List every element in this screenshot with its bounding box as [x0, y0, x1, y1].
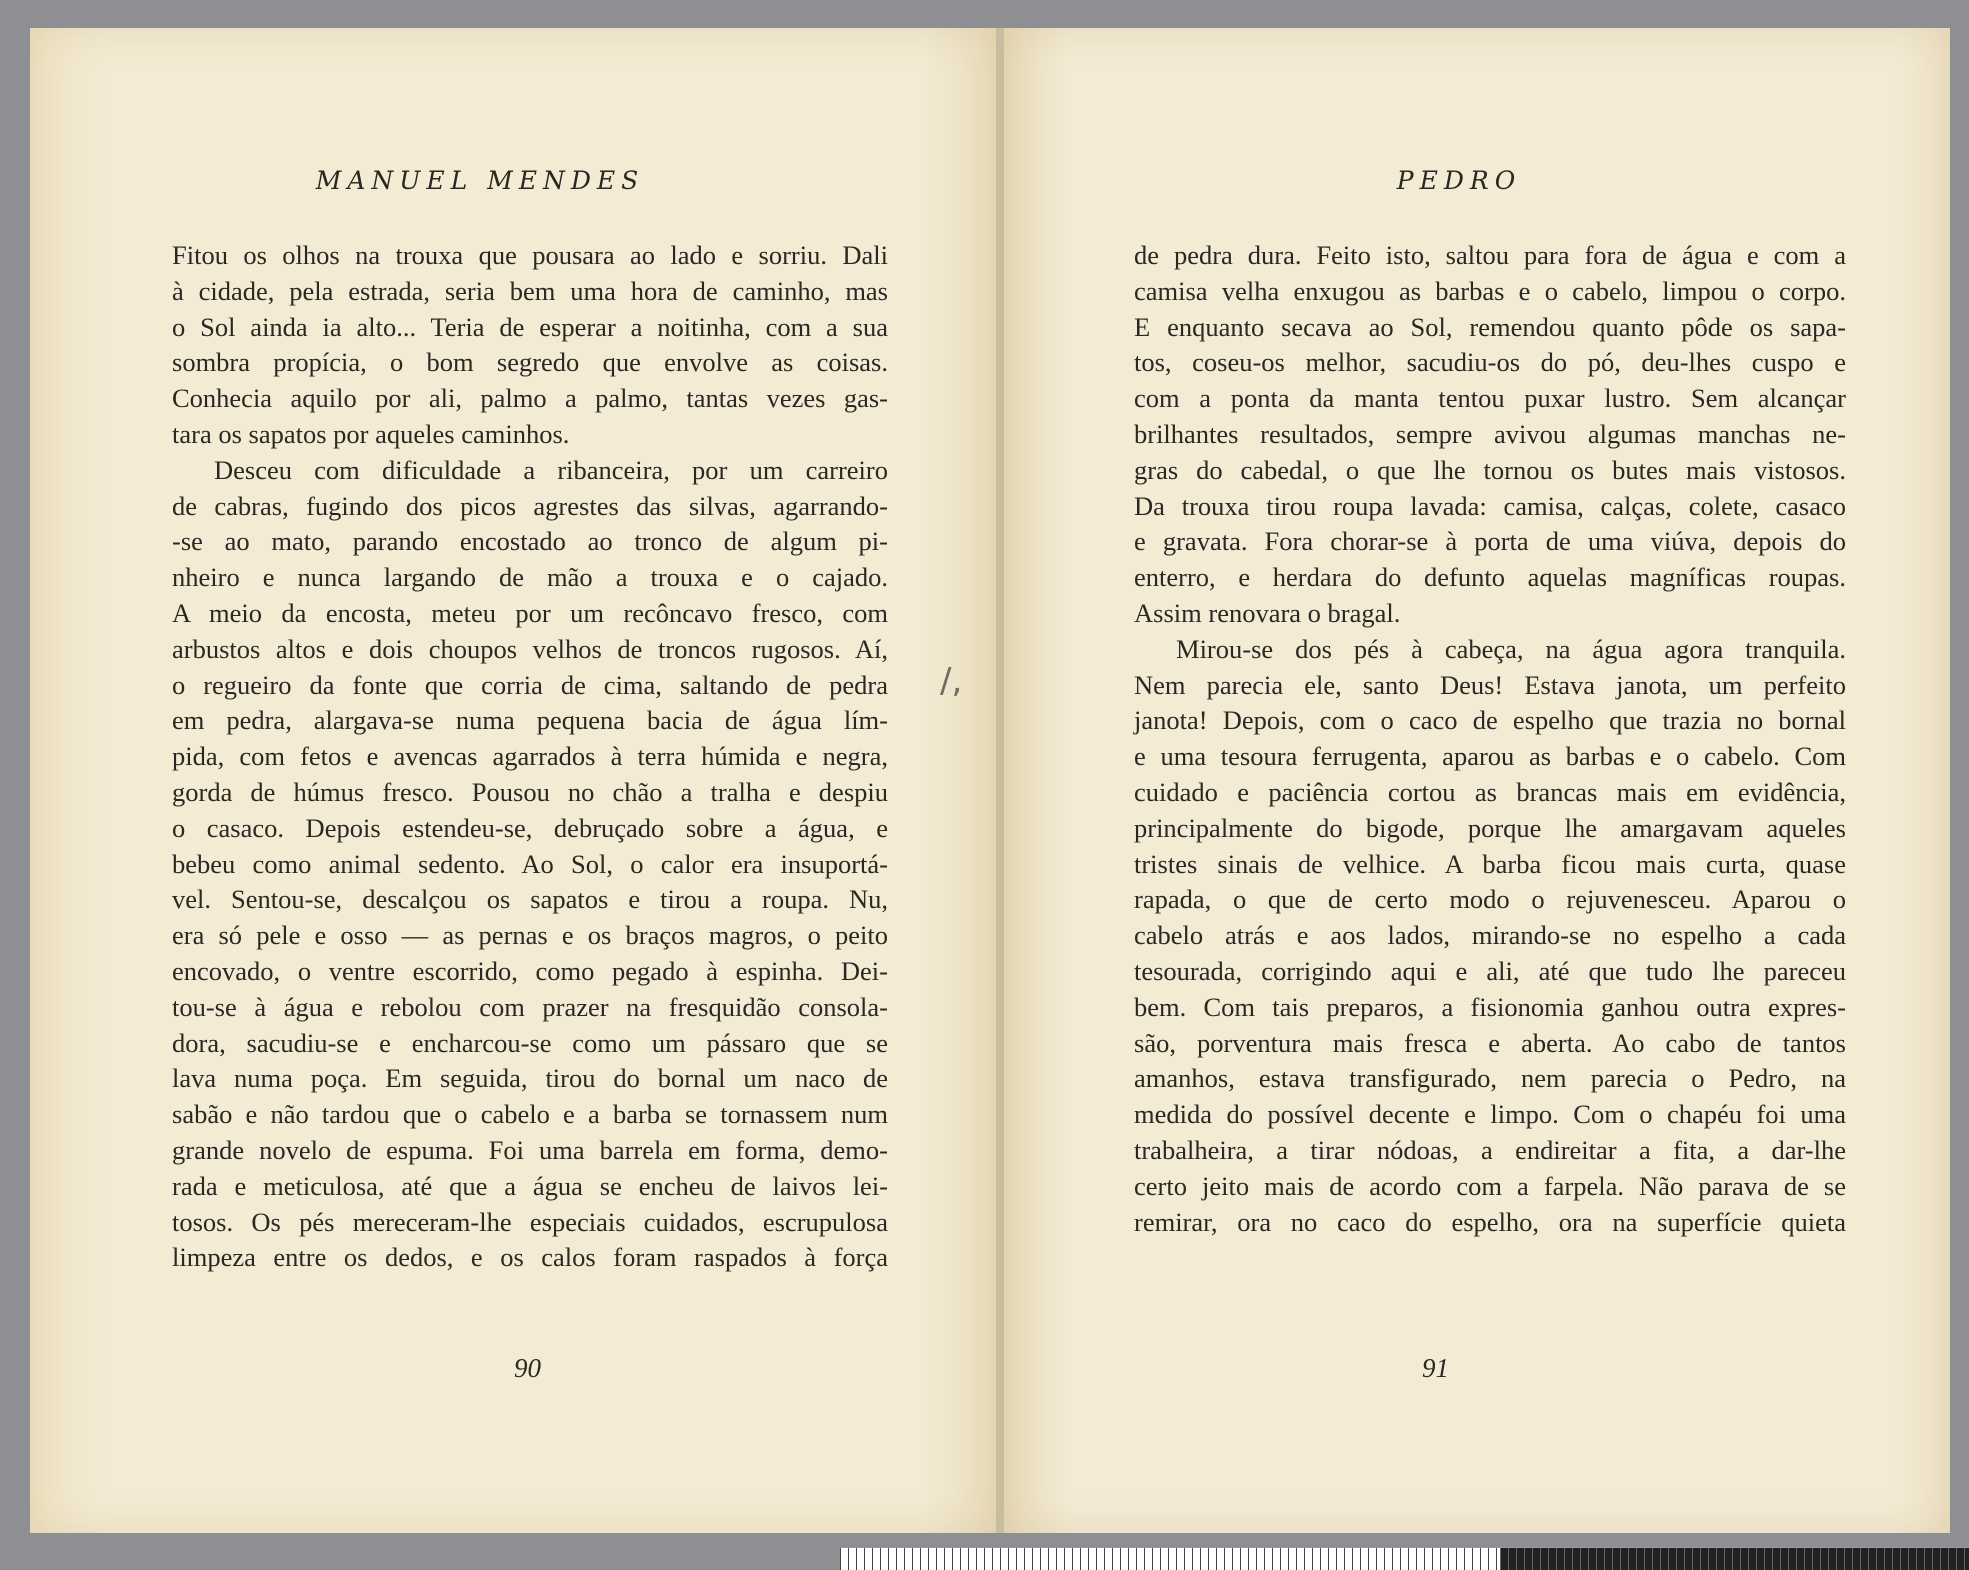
text-line: cuidado e paciência cortou as brancas mais em evidência,	[1134, 776, 1846, 807]
text-line: dora, sacudiu-se e encharcou-se como um pássaro que se	[172, 1027, 888, 1058]
text-line: camisa velha enxugou as barbas e o cabelo, limpou o corpo.	[1134, 275, 1846, 306]
text-line: tesourada, corrigindo aqui e ali, até que tudo lhe pareceu	[1134, 955, 1846, 986]
text-line: Mirou-se dos pés à cabeça, na água agora tranquila.	[1176, 633, 1846, 664]
text-line: de cabras, fugindo dos picos agrestes das silvas, agarrando-	[172, 490, 888, 521]
text-line: o regueiro da fonte que corria de cima, saltando de pedra	[172, 669, 888, 700]
text-line: gras do cabedal, o que lhe tornou os butes mais vistosos.	[1134, 454, 1846, 485]
text-line: enterro, e herdara do defunto aquelas magníficas roupas.	[1134, 562, 1846, 593]
text-line: Da trouxa tirou roupa lavada: camisa, calças, colete, casaco	[1134, 490, 1846, 521]
text-line: e uma tesoura ferrugenta, aparou as barbas e o cabelo. Com	[1134, 741, 1846, 772]
text-line: rada e meticulosa, até que a água se encheu de laivos lei-	[172, 1170, 888, 1201]
page-number-right: 91	[1422, 1353, 1449, 1383]
text-line: com a ponta da manta tentou puxar lustro. Sem alcançar	[1134, 383, 1846, 414]
text-line: remirar, ora no caco do espelho, ora na superfície quieta	[1134, 1206, 1846, 1237]
text-line: o casaco. Depois estendeu-se, debruçado sobre a água, e	[172, 812, 888, 843]
text-line: limpeza entre os dedos, e os calos foram raspados à força	[172, 1242, 888, 1273]
text-line: sombra propícia, o bom segredo que envolve as coisas.	[172, 347, 888, 378]
text-line: trabalheira, a tirar nódoas, a endireitar a fita, a dar-lhe	[1134, 1134, 1846, 1165]
text-line: lava numa poça. Em seguida, tirou do bornal um naco de	[172, 1063, 888, 1094]
text-line: grande novelo de espuma. Foi uma barrela em forma, demo-	[172, 1134, 888, 1165]
right-body-text	[1134, 238, 1846, 1240]
right-page	[1004, 28, 1950, 1533]
text-line: de pedra dura. Feito isto, saltou para fora de água e com a	[1134, 240, 1846, 270]
ruler-dark-segment	[1500, 1548, 1969, 1570]
text-line: Fitou os olhos na trouxa que pousara ao lado e sorriu. Dali	[172, 240, 888, 270]
text-line: E enquanto secava ao Sol, remendou quanto pôde os sapa-	[1134, 311, 1846, 342]
text-line: -se ao mato, parando encostado ao tronco de algum pi-	[172, 526, 888, 557]
text-line: encovado, o ventre escorrido, como pegado à espinha. Dei-	[172, 955, 888, 986]
text-line: gorda de húmus fresco. Pousou no chão a tralha e despiu	[172, 776, 888, 807]
text-line: Conhecia aquilo por ali, palmo a palmo, tantas vezes gas-	[172, 383, 888, 414]
text-line: rapada, o que de certo modo o rejuvenesceu. Aparou o	[1134, 884, 1846, 915]
text-line: principalmente do bigode, porque lhe amargavam aqueles	[1134, 812, 1846, 843]
margin-pencil-mark: /,	[940, 661, 963, 701]
text-line: amanhos, estava transfigurado, nem parecia o Pedro, na	[1134, 1063, 1846, 1094]
text-line: pida, com fetos e avencas agarrados à terra húmida e negra,	[172, 741, 888, 772]
text-line: tos, coseu-os melhor, sacudiu-os do pó, deu-lhes cuspo e	[1134, 347, 1846, 378]
page-number-left: 90	[514, 1353, 541, 1383]
text-line: tara os sapatos por aqueles caminhos.	[172, 418, 570, 449]
text-line: e gravata. Fora chorar-se à porta de uma viúva, depois do	[1134, 526, 1846, 557]
left-page	[30, 28, 998, 1533]
text-line: arbustos altos e dois choupos velhos de troncos rugosos. Aí,	[172, 633, 888, 664]
ruler-ticks	[840, 1548, 1500, 1570]
text-line: sabão e não tardou que o cabelo e a barba se tornassem num	[172, 1099, 888, 1130]
text-line: bebeu como animal sedento. Ao Sol, o calor era insuportá-	[172, 848, 888, 879]
text-line: cabelo atrás e aos lados, mirando-se no espelho a cada	[1134, 920, 1846, 951]
running-head-left: MANUEL MENDES	[315, 166, 645, 195]
text-line: bem. Com tais preparos, a fisionomia ganhou outra expres-	[1134, 991, 1846, 1022]
text-line: tou-se à água e rebolou com prazer na fresquidão consola-	[172, 991, 888, 1022]
text-line: Desceu com dificuldade a ribanceira, por um carreiro	[214, 454, 888, 485]
text-line: vel. Sentou-se, descalçou os sapatos e tirou a roupa. Nu,	[172, 884, 888, 915]
text-line: à cidade, pela estrada, seria bem uma hora de caminho, mas	[172, 275, 888, 306]
text-line: tosos. Os pés mereceram-lhe especiais cuidados, escrupulosa	[172, 1206, 888, 1237]
text-line: o Sol ainda ia alto... Teria de esperar a noitinha, com a sua	[172, 311, 888, 342]
scale-ruler	[840, 1547, 1969, 1570]
text-line: nheiro e nunca largando de mão a trouxa e o cajado.	[172, 562, 888, 593]
text-line: era só pele e osso — as pernas e os braços magros, o peito	[172, 920, 888, 951]
book-spread	[30, 28, 1950, 1533]
text-line: certo jeito mais de acordo com a farpela. Não parava de se	[1134, 1170, 1846, 1201]
running-head-right: PEDRO	[1396, 166, 1522, 195]
text-line: A meio da encosta, meteu por um recôncavo fresco, com	[172, 597, 888, 628]
left-body-text	[172, 238, 888, 1276]
text-line: tristes sinais de velhice. A barba ficou mais curta, quase	[1134, 848, 1846, 879]
text-line: Nem parecia ele, santo Deus! Estava janota, um perfeito	[1134, 669, 1846, 700]
text-line: Assim renovara o bragal.	[1134, 597, 1401, 628]
text-line: são, porventura mais fresca e aberta. Ao cabo de tantos	[1134, 1027, 1846, 1058]
text-line: medida do possível decente e limpo. Com o chapéu foi uma	[1134, 1099, 1846, 1130]
text-line: em pedra, alargava-se numa pequena bacia de água lím-	[172, 705, 888, 736]
text-line: janota! Depois, com o caco de espelho que trazia no bornal	[1134, 705, 1846, 736]
text-line: brilhantes resultados, sempre avivou algumas manchas ne-	[1134, 418, 1846, 449]
